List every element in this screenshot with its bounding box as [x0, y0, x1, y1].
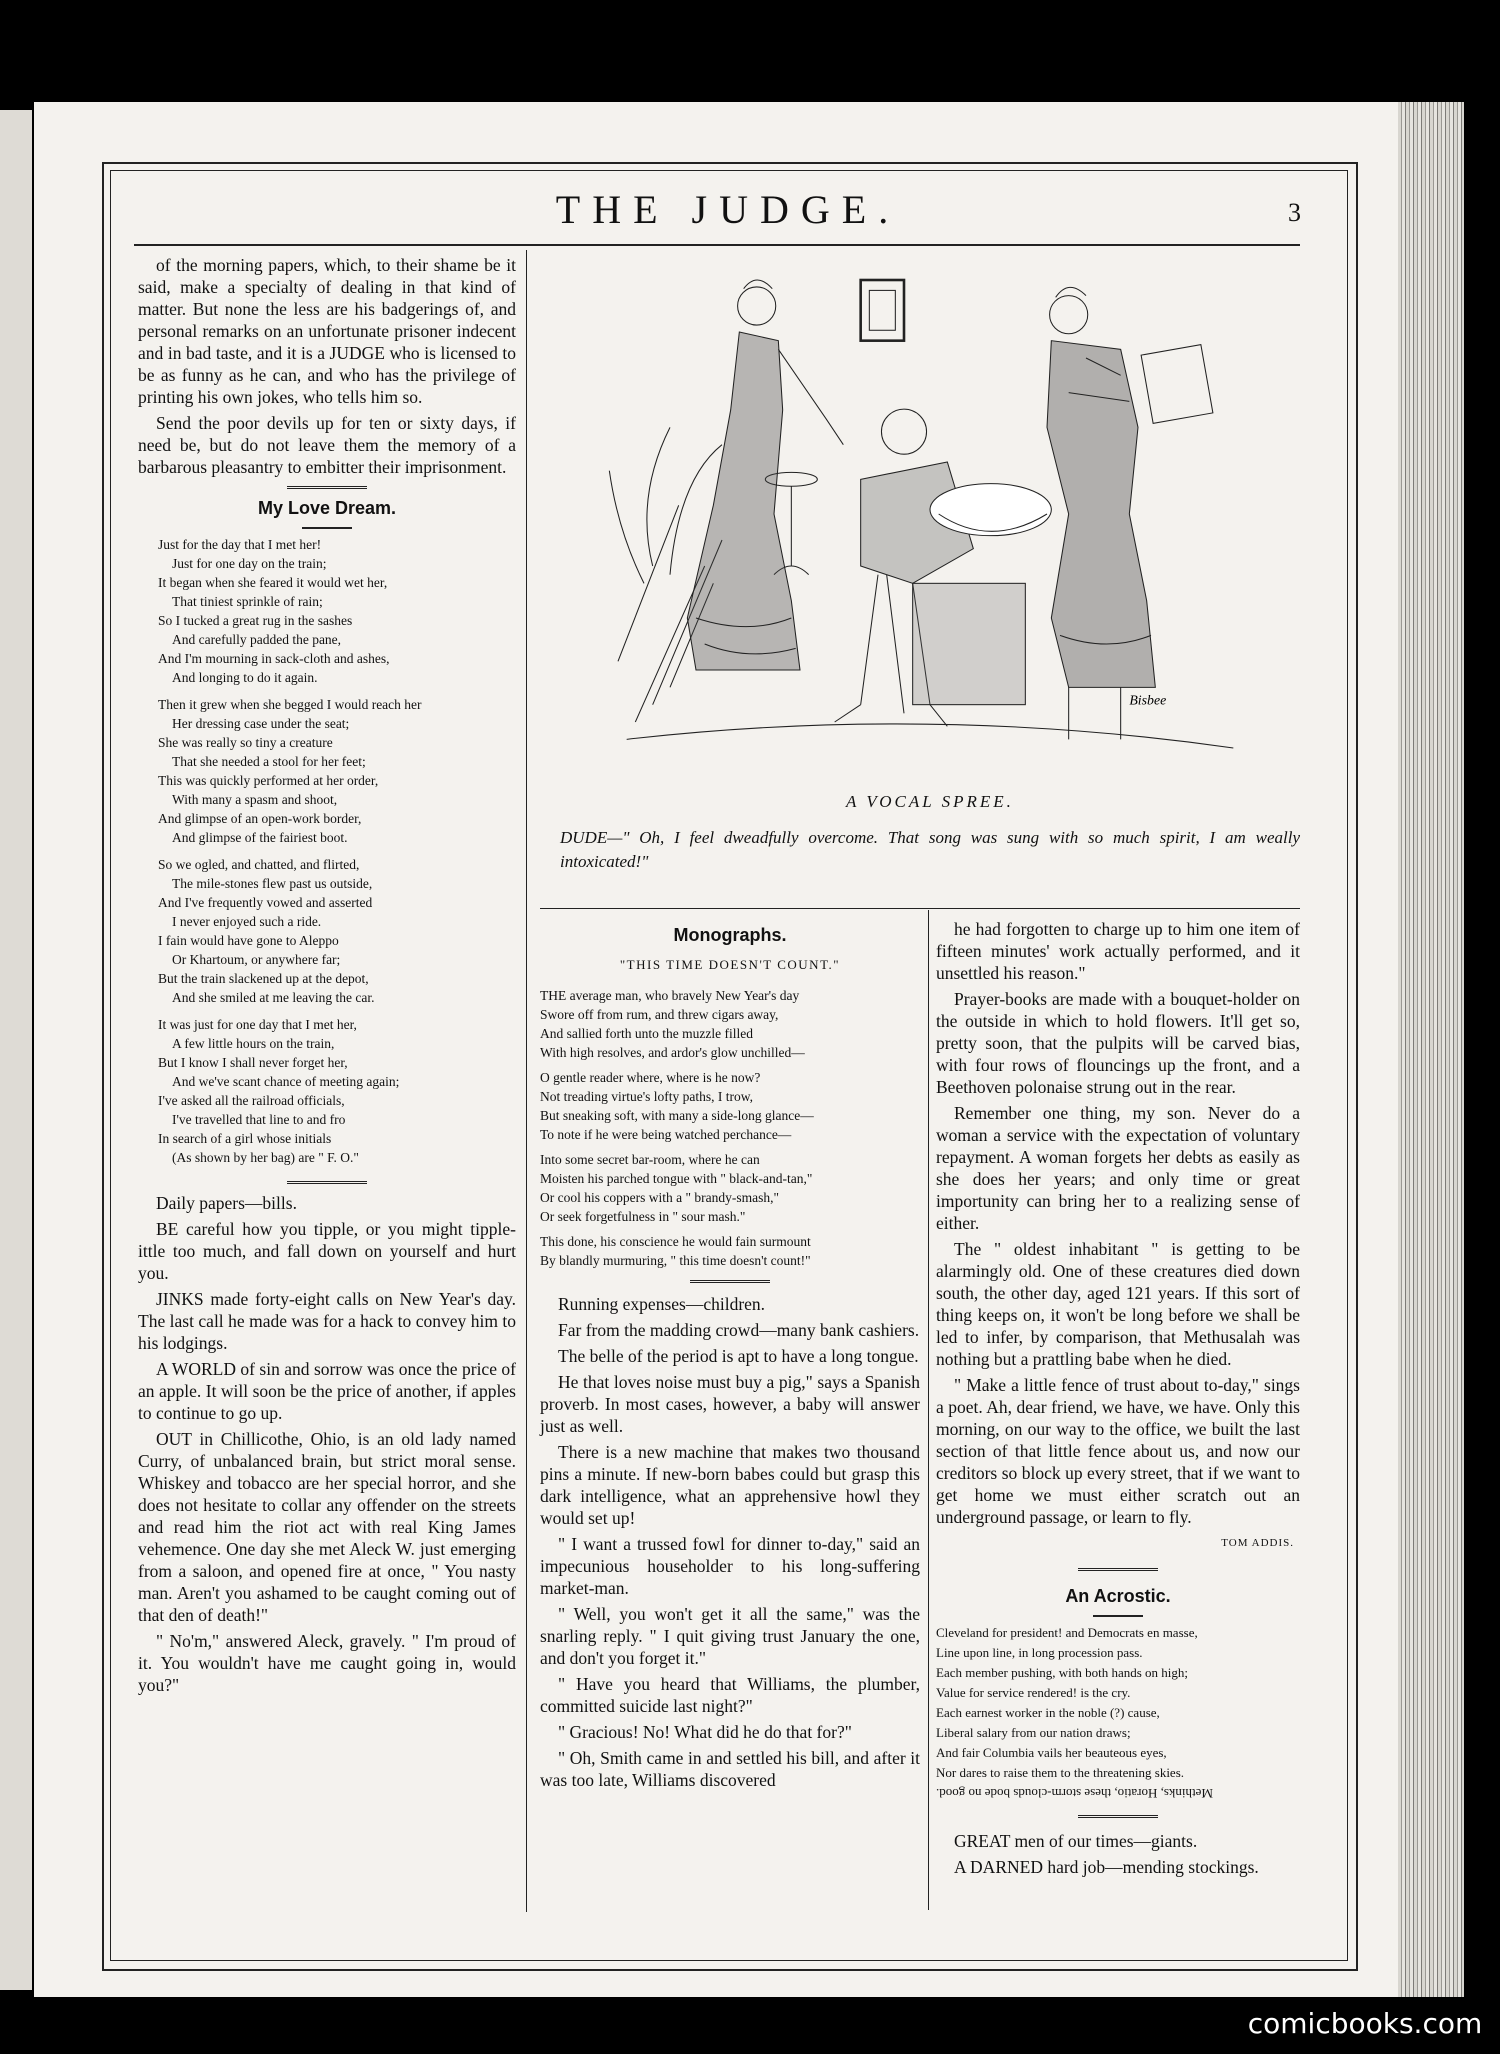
section-rule — [540, 908, 1300, 909]
section-heading: Monographs. — [673, 925, 787, 945]
poem-line: Or cool his coppers with a " brandy-smash," — [540, 1190, 779, 1205]
poem-line: So we ogled, and chatted, and flirted, — [158, 857, 360, 872]
poem-line: And glimpse of an open-work border, — [158, 811, 362, 826]
page-edge-stack — [1398, 102, 1464, 1997]
poem-this-time — [540, 986, 920, 1270]
paragraph: Remember one thing, my son. Never do a woman a service with the expectation of voluntary repayment. A woman forgets her debts as easily as she does her years; and only time or great importunity can bring her to a realizing sense of either. — [936, 1103, 1300, 1233]
ornament-rule — [1093, 1615, 1143, 1617]
paragraph: GREAT men of our times—giants. — [954, 1831, 1198, 1851]
poem-line: This done, his conscience he would fain surmount — [540, 1234, 811, 1249]
column-left — [138, 254, 516, 1700]
poem-line: And she smiled at me leaving the car. — [172, 990, 375, 1005]
acrostic-line: Each member pushing, with both hands on high; — [936, 1665, 1189, 1680]
paragraph-list — [540, 1293, 920, 1791]
acrostic-line: And fair Columbia vails her beauteous eyes, — [936, 1745, 1167, 1760]
paragraph: " Have you heard that Williams, the plumber, committed suicide last night?" — [540, 1674, 920, 1716]
paragraph: A WORLD of sin and sorrow was once the price of an apple. It will soon be the price of another, if apples to continue to go up. — [138, 1359, 516, 1423]
facing-page-edge — [0, 110, 32, 1990]
paragraph-list — [936, 1830, 1300, 1878]
paragraph-list — [138, 1192, 516, 1696]
caption-text: DUDE—" Oh, I feel dweadfully overcome. That song was sung with so much spirit, I am weally intoxicated!" — [560, 828, 1300, 871]
poem-line: Or Khartoum, or anywhere far; — [172, 952, 341, 967]
artist-signature: Bisbee — [1129, 692, 1167, 708]
ornament-rule — [287, 486, 367, 489]
poem-line: Just for the day that I met her! — [158, 537, 322, 552]
poem-line: I never enjoyed such a ride. — [172, 914, 322, 929]
paragraph: BE careful how you tipple, or you might tipple-ittle too much, and fall down on yourself and hurt you. — [138, 1219, 516, 1283]
acrostic-line: Nor dares to raise them to the threatening skies. — [936, 1765, 1185, 1780]
acrostic-line: Liberal salary from our nation draws; — [936, 1725, 1131, 1740]
poem-line: I've asked all the railroad officials, — [158, 1093, 345, 1108]
poem-title: My Love Dream. — [257, 498, 397, 518]
acrostic-last-line: Methinks, Horatio, these storm-clouds bode no good. — [936, 1786, 1213, 1801]
paragraph: he had forgotten to charge up to him one item of fifteen minutes' work actually performed, and it unsettled his reason." — [936, 919, 1300, 983]
signature: TOM ADDIS. — [1221, 1537, 1294, 1549]
column-divider — [526, 250, 527, 1912]
poem-my-love-dream — [158, 535, 516, 1167]
paragraph: " Well, you won't get it all the same," was the snarling reply. " I quit giving trust January the one, and don't you forget it." — [540, 1604, 920, 1668]
poem-line: Then it grew when she begged I would reach her — [158, 697, 422, 712]
poem-line: I fain would have gone to Aleppo — [158, 933, 339, 948]
intro-text — [138, 254, 516, 478]
poem-line: It was just for one day that I met her, — [158, 1017, 357, 1032]
acrostic-title: An Acrostic. — [1065, 1586, 1171, 1606]
paragraph: " I want a trussed fowl for dinner to-day," said an impecunious householder to his long-suffering market-man. — [540, 1534, 920, 1598]
poem-line: With high resolves, and ardor's glow unchilled— — [540, 1045, 805, 1060]
poem-line: To note if he were being watched perchance— — [540, 1127, 792, 1142]
poem-title: "THIS TIME DOESN'T COUNT." — [619, 957, 841, 972]
poem-line: But the train slackened up at the depot, — [158, 971, 369, 986]
paragraph: A DARNED hard job—mending stockings. — [954, 1857, 1259, 1877]
paragraph: OUT in Chillicothe, Ohio, is an old lady named Curry, of unbalanced brain, but strict moral sense. Whiskey and tobacco are her special horror, and she does not hesitate to collar any offender on the streets and read him the riot act with real King James vehemence. One day she met Aleck W. just emerging from a saloon, and opened fire at once, " You nasty man. Aren't you ashamed to be caught coming out of that den of death!" — [138, 1429, 516, 1625]
column-middle — [540, 918, 920, 1795]
paragraph-list — [936, 918, 1300, 1528]
ornament-rule — [1078, 1568, 1158, 1571]
poem-line: Not treading virtue's lofty paths, I trow, — [540, 1089, 754, 1104]
poem-line: By blandly murmuring, " this time doesn't count!" — [540, 1253, 811, 1268]
caption-title: A VOCAL SPREE. — [846, 792, 1014, 811]
poem-line: With many a spasm and shoot, — [172, 792, 338, 807]
poem-line: And sallied forth unto the muzzle filled — [540, 1026, 753, 1041]
poem-line: And we've scant chance of meeting again; — [172, 1074, 400, 1089]
poem-line: And I'm mourning in sack-cloth and ashes, — [158, 651, 390, 666]
poem-line: That she needed a stool for her feet; — [172, 754, 366, 769]
poem-line: Or seek forgetfulness in " sour mash." — [540, 1209, 746, 1224]
column-divider — [928, 910, 929, 1910]
poem-line: But sneaking soft, with many a side-long glance— — [540, 1108, 814, 1123]
acrostic-line: Value for service rendered! is the cry. — [936, 1685, 1131, 1700]
acrostic-poem — [936, 1623, 1300, 1783]
poem-line: And I've frequently vowed and asserted — [158, 895, 373, 910]
masthead: THE JUDGE. — [555, 187, 901, 232]
poem-line: I've travelled that line to and fro — [172, 1112, 346, 1127]
paragraph: Send the poor devils up for ten or sixty days, if need be, but do not leave them the memory of a barbarous pleasantry to embitter their imprisonment. — [138, 413, 516, 477]
poem-line: In search of a girl whose initials — [158, 1131, 332, 1146]
acrostic-line: Line upon line, in long procession pass. — [936, 1645, 1143, 1660]
ornament-rule — [690, 1280, 770, 1283]
poem-line: That tiniest sprinkle of rain; — [172, 594, 323, 609]
poem-line: And carefully padded the pane, — [172, 632, 342, 647]
watermark: comicbooks.com — [1230, 2002, 1500, 2046]
paragraph: " Gracious! No! What did he do that for?" — [558, 1722, 852, 1742]
poem-line: Just for one day on the train; — [172, 556, 327, 571]
column-right — [936, 918, 1300, 1882]
paragraph: Daily papers—bills. — [156, 1193, 297, 1213]
paragraph: JINKS made forty-eight calls on New Year's day. The last call he made was for a hack to convey him to his lodgings. — [138, 1289, 516, 1353]
poem-line: Moisten his parched tongue with " black-and-tan," — [540, 1171, 813, 1186]
poem-line: And longing to do it again. — [172, 670, 318, 685]
paragraph: Far from the madding crowd—many bank cashiers. — [558, 1320, 920, 1340]
ornament-rule — [287, 1181, 367, 1184]
poem-line: THE average man, who bravely New Year's day — [540, 988, 800, 1003]
poem-line: Her dressing case under the seat; — [172, 716, 350, 731]
paragraph: The belle of the period is apt to have a long tongue. — [558, 1346, 919, 1366]
poem-line: A few little hours on the train, — [172, 1036, 335, 1051]
poem-line: The mile-stones flew past us outside, — [172, 876, 373, 891]
masthead-rule — [134, 244, 1300, 246]
ornament-rule — [1078, 1815, 1158, 1818]
poem-line: So I tucked a great rug in the sashes — [158, 613, 353, 628]
paragraph: of the morning papers, which, to their shame be it said, make a specialty of dealing in that kind of matter. But none the less are his badgerings of, and personal remarks on an unfortunate prisoner indecent and in bad taste, and it is a JUDGE who is licensed to be as funny as he can, and who has the privilege of printing his own jokes, who tells him so. — [138, 255, 516, 407]
paragraph: The " oldest inhabitant " is getting to be alarmingly old. One of these creatures died down south, the other day, aged 121 years. If this sort of thing keeps on, it won't be long before we shall be led to infer, by comparison, that Methusalah was nothing but a prattling babe when he died. — [936, 1239, 1300, 1369]
poem-line: O gentle reader where, where is he now? — [540, 1070, 761, 1085]
acrostic-line: Cleveland for president! and Democrats en masse, — [936, 1625, 1198, 1640]
poem-line: Swore off from rum, and threw cigars away, — [540, 1007, 779, 1022]
page-number: 3 — [1288, 198, 1301, 227]
paragraph: " No'm," answered Aleck, gravely. " I'm proud of it. You wouldn't have me caught going in, would you?" — [138, 1631, 516, 1695]
paragraph: " Make a little fence of trust about to-day," sings a poet. Ah, dear friend, we have, we have. Only this morning, on our way to the office, we built the last section of that little fence about us, and now our creditors so block up every street, that if we want to get home we must either scratch out an underground passage, or learn to fly. — [936, 1375, 1300, 1527]
poem-line: This was quickly performed at her order, — [158, 773, 379, 788]
poem-line: Into some secret bar-room, where he can — [540, 1152, 760, 1167]
paragraph: Prayer-books are made with a bouquet-holder on the outside in which to hold flowers. It'll get so, pretty soon, that the pulpits will be carved bias, with four rows of flouncings up the front, and a Beethoven polonaise strung out in the rear. — [936, 989, 1300, 1097]
poem-line: But I know I shall never forget her, — [158, 1055, 348, 1070]
illustration-vocal-spree — [560, 254, 1300, 774]
poem-line: She was really so tiny a creature — [158, 735, 333, 750]
acrostic-line: Each earnest worker in the noble (?) cause, — [936, 1705, 1160, 1720]
paragraph: Running expenses—children. — [558, 1294, 766, 1314]
ornament-rule — [302, 527, 352, 529]
poem-line: (As shown by her bag) are " F. O." — [172, 1150, 359, 1165]
paragraph: " Oh, Smith came in and settled his bill, and after it was too late, Williams discovered — [540, 1748, 920, 1790]
paragraph: There is a new machine that makes two thousand pins a minute. If new-born babes could but grasp this dark intelligence, what an apprehensive howl they would set up! — [540, 1442, 920, 1528]
poem-line: It began when she feared it would wet her, — [158, 575, 388, 590]
poem-line: And glimpse of the fairiest boot. — [172, 830, 348, 845]
paragraph: He that loves noise must buy a pig," says a Spanish proverb. In most cases, however, a baby will answer just as well. — [540, 1372, 920, 1436]
